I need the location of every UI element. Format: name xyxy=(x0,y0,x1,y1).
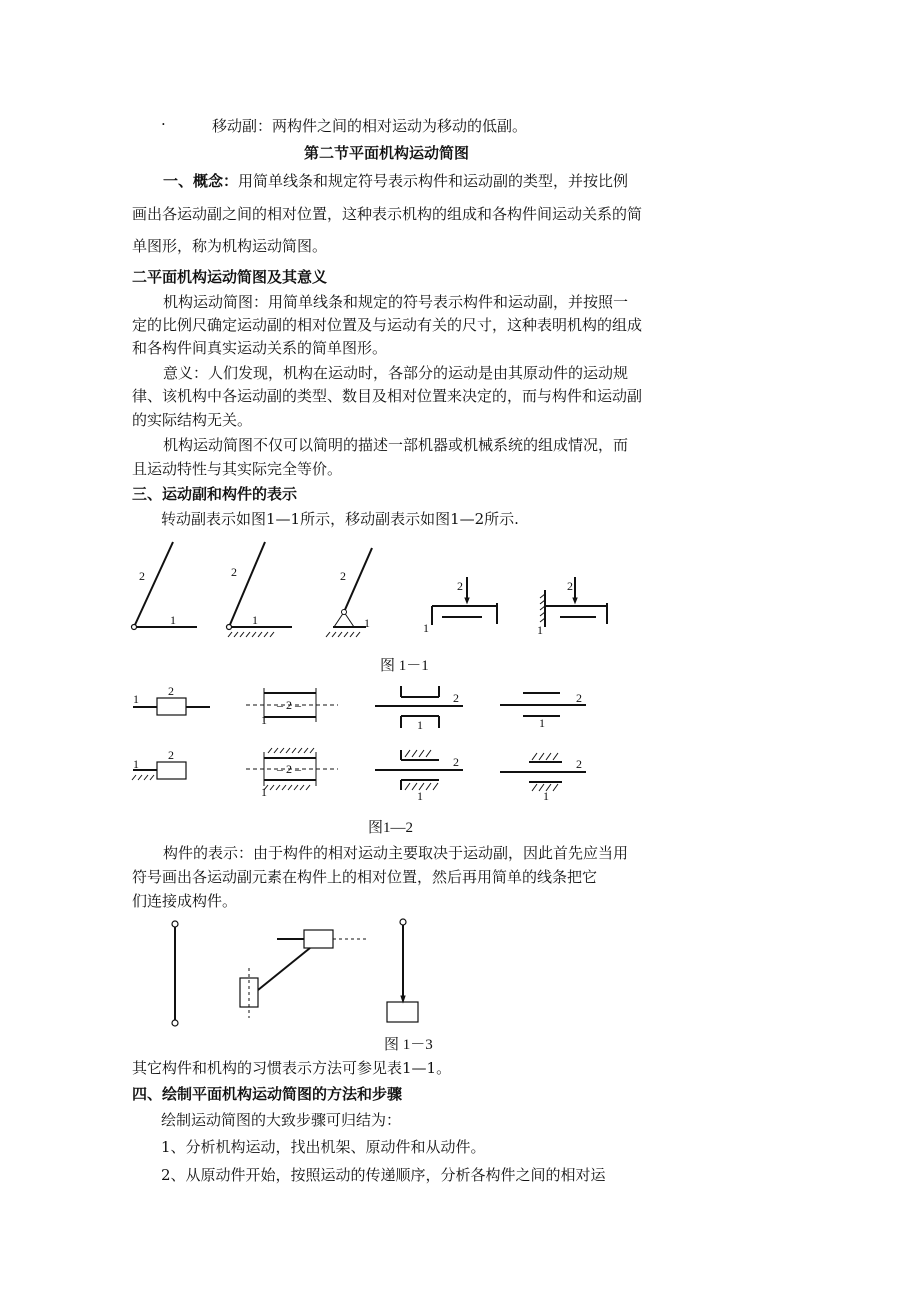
fig2-label-1a: 1 xyxy=(133,692,139,706)
fig2-label-2f: – 2 – xyxy=(277,762,301,776)
fig2-label-2c: 2 xyxy=(453,691,459,705)
fig2-label-1b: 1 xyxy=(261,713,267,727)
fig2-label-2e: 2 xyxy=(168,748,174,762)
fig2-label-1c: 1 xyxy=(417,718,423,732)
p4: 转动副表示如图1—1所示，移动副表示如图1—2所示. xyxy=(161,510,519,528)
fig2-caption: 图1—2 xyxy=(368,820,414,836)
section-title: 第二节平面机构运动简图 xyxy=(304,144,470,162)
fig1-label-1a: 1 xyxy=(170,613,176,627)
concept-line-3: 单图形，称为机构运动简图。 xyxy=(132,237,328,255)
fig2-label-2g: 2 xyxy=(453,755,459,769)
fig2-label-2a: 2 xyxy=(168,684,174,698)
fig2-label-2b: – 2 – xyxy=(277,698,301,712)
bullet: · xyxy=(161,115,166,133)
fig2-label-2d: 2 xyxy=(576,691,582,705)
concept-heading: 一、概念： xyxy=(163,172,239,190)
fig1-caption: 图 1－1 xyxy=(380,658,429,674)
p7: 绘制运动简图的大致步骤可归结为： xyxy=(161,1111,402,1129)
fig1-label-2b: 2 xyxy=(231,565,237,579)
fig1-label-1e: 1 xyxy=(537,623,543,637)
fig1-label-1d: 1 xyxy=(423,621,429,635)
fig2-label-1g: 1 xyxy=(417,789,423,803)
fig1-label-2e: 2 xyxy=(567,579,573,593)
p2-line-1: 意义：人们发现，机构在运动时，各部分的运动是由其原动件的运动规 xyxy=(163,364,629,382)
heading-4: 四、绘制平面机构运动简图的方法和步骤 xyxy=(132,1085,403,1103)
p5-line-2: 符号画出各运动副元素在构件上的相对位置，然后再用简单的线条把它 xyxy=(132,868,598,886)
fig1-label-2d: 2 xyxy=(457,579,463,593)
heading-3: 三、运动副和构件的表示 xyxy=(132,485,298,503)
fig1-label-1c: 1 xyxy=(364,616,370,630)
fig3-caption: 图 1－3 xyxy=(384,1037,433,1053)
p5-line-3: 们连接成构件。 xyxy=(132,892,238,910)
fig1-label-2c: 2 xyxy=(340,569,346,583)
p6: 其它构件和机构的习惯表示方法可参见表1—1。 xyxy=(132,1059,452,1077)
fig2-label-1e: 1 xyxy=(133,757,139,771)
p1-line-3: 和各构件间真实运动关系的简单图形。 xyxy=(132,339,388,357)
step-2: 2、从原动件开始，按照运动的传递顺序，分析各构件之间的相对运 xyxy=(161,1166,606,1184)
heading-2: 二平面机构运动简图及其意义 xyxy=(132,268,328,286)
p3-line-2: 且运动特性与其实际完全等价。 xyxy=(132,460,343,478)
fig1-label-2a: 2 xyxy=(139,569,145,583)
move-pair-line: 移动副：两构件之间的相对运动为移动的低副。 xyxy=(212,117,528,135)
fig1-label-1b: 1 xyxy=(252,613,258,627)
fig2-label-1d: 1 xyxy=(539,716,545,730)
fig2-label-1h: 1 xyxy=(543,789,549,803)
p5-line-1: 构件的表示：由于构件的相对运动主要取决于运动副，因此首先应当用 xyxy=(163,844,629,862)
p3-line-1: 机构运动简图不仅可以简明的描述一部机器或机械系统的组成情况，而 xyxy=(163,436,629,454)
p1-line-2: 定的比例尺确定运动副的相对位置及与运动有关的尺寸，这种表明机构的组成 xyxy=(132,316,643,334)
step-1: 1、分析机构运动，找出机架、原动件和从动件。 xyxy=(161,1138,486,1156)
p2-line-2: 律、该机构中各运动副的类型、数目及相对位置来决定的，而与构件和运动副 xyxy=(132,387,643,405)
p2-line-3: 的实际结构无关。 xyxy=(132,411,253,429)
fig2-label-1f: 1 xyxy=(261,785,267,799)
concept-line-2: 画出各运动副之间的相对位置，这种表示机构的组成和各构件间运动关系的简 xyxy=(132,205,643,223)
p1-line-1: 机构运动简图：用简单线条和规定的符号表示构件和运动副，并按照一 xyxy=(163,293,629,311)
fig2-label-2h: 2 xyxy=(576,757,582,771)
concept-text-1: 用简单线条和规定符号表示构件和运动副的类型，并按比例 xyxy=(238,172,629,190)
